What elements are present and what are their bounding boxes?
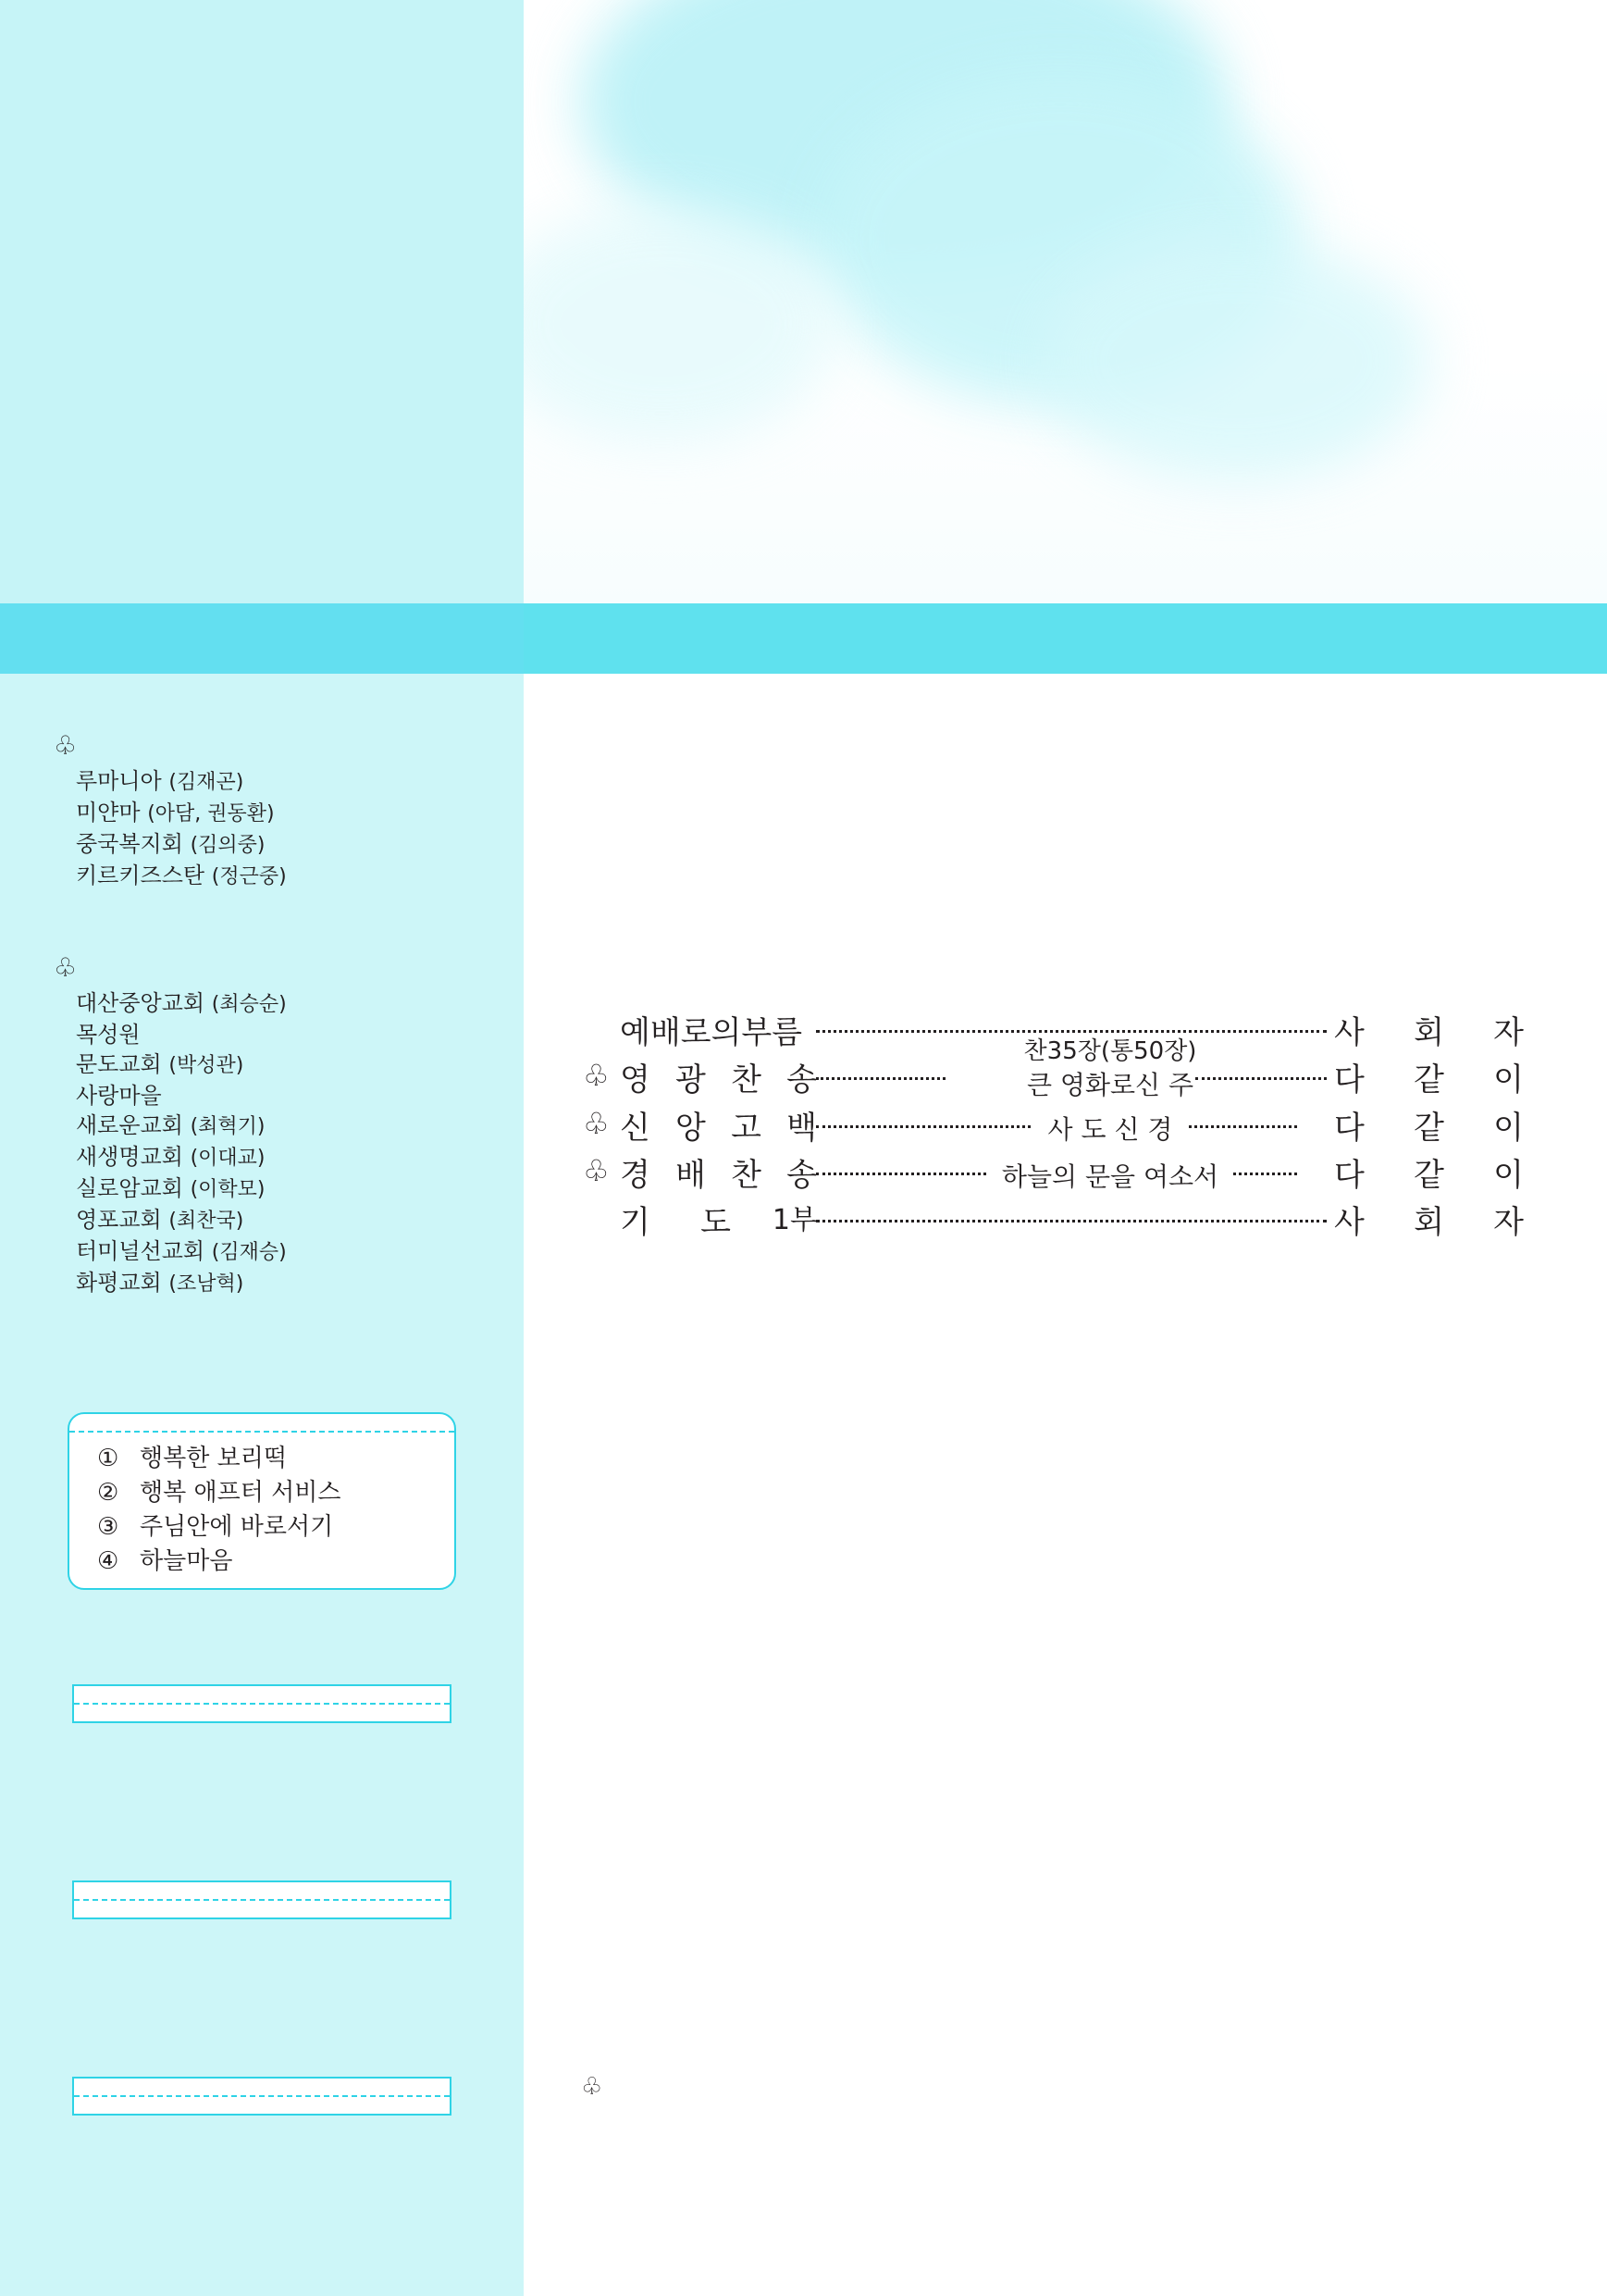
section-heading (54, 731, 507, 761)
mission-name: 터미널선교회 (76, 1238, 205, 1264)
order-label-char: 앙 (675, 1110, 706, 1147)
order-label-char: 배 (675, 1157, 706, 1194)
mission-note: (김재승) (211, 1241, 287, 1264)
order-leader-char: 같 (1414, 1157, 1444, 1194)
sermon-book-title: 행복 애프터 서비스 (140, 1479, 341, 1507)
mission-note: (김의중) (190, 834, 266, 857)
order-label-char: 영 (620, 1061, 650, 1098)
mission-name: 목성원 (76, 1022, 141, 1048)
order-leader-char: 자 (1493, 1014, 1524, 1051)
church-logo (51, 88, 495, 199)
order-leader (1334, 1149, 1524, 1195)
mission-item (76, 1020, 507, 1049)
mission-name: 사랑마을 (76, 1083, 162, 1109)
hymn-number-text: 찬35장(통50장) (1009, 1037, 1212, 1065)
mission-name: 키르키즈스탄 (76, 863, 205, 888)
order-leader-char: 이 (1493, 1110, 1524, 1147)
mission-name: 실로암교회 (76, 1175, 183, 1201)
mission-note: (김재곤) (168, 771, 244, 794)
mission-item (76, 1111, 507, 1142)
section-heading (54, 953, 507, 983)
row-prayer (574, 1197, 1527, 1241)
sermon-book-title: 하늘마음 (140, 1547, 233, 1575)
sermon-collection-box (68, 1412, 456, 1590)
order-leader-char: 이 (1493, 1157, 1524, 1194)
mission-name: 새생명교회 (76, 1144, 183, 1170)
pastor-contact (51, 261, 513, 298)
mission-name: 루마니아 (76, 768, 162, 794)
domestic-list (54, 988, 507, 1299)
mission-note: (최혁기) (190, 1115, 266, 1138)
club-icon: ♧ (54, 952, 78, 983)
mission-name: 새로운교회 (76, 1112, 183, 1138)
order-label (620, 1054, 817, 1099)
box-title (74, 1686, 450, 1705)
intercession-box (72, 1684, 451, 1723)
overseas-missions (54, 731, 507, 892)
hymn-title-text: 큰 영화로신 주 (1012, 1070, 1208, 1100)
sermon-number: ④ (97, 1547, 119, 1575)
order-label-char: 찬 (731, 1061, 761, 1098)
order-leader-char: 다 (1334, 1061, 1365, 1098)
mission-item (76, 1268, 507, 1299)
mission-note: (정근중) (211, 865, 287, 888)
order-leader-char: 사 (1334, 1014, 1365, 1051)
stand-note (581, 2073, 602, 2101)
order-leader (1334, 1197, 1524, 1242)
mission-item (76, 861, 507, 892)
order-label-char: 광 (675, 1061, 706, 1098)
sermon-book-title: 주님안에 바로서기 (140, 1513, 334, 1541)
mission-item (76, 766, 507, 798)
mission-note: (이학모) (190, 1178, 266, 1201)
sermon-book (97, 1510, 454, 1545)
order-leader-char: 다 (1334, 1110, 1365, 1147)
mission-item (76, 1205, 507, 1236)
order-leader-char: 회 (1414, 1204, 1444, 1241)
order-leader-char: 사 (1334, 1204, 1365, 1241)
order-label: 예배로의부름 (620, 1014, 803, 1051)
dot-leader (816, 1220, 1327, 1222)
order-detail-text: 사 도 신 경 (1033, 1114, 1188, 1145)
mission-item (76, 1236, 507, 1268)
mission-name: 영포교회 (76, 1207, 162, 1233)
mission-name: 화평교회 (76, 1270, 162, 1296)
order-part: 1부 (772, 1204, 817, 1236)
order-label-char: 도 (700, 1204, 731, 1241)
order-leader-char: 자 (1493, 1204, 1524, 1241)
info-bar-left (0, 603, 524, 674)
seniors-box (72, 1880, 451, 1919)
club-icon: ♧ (583, 1058, 610, 1093)
overseas-list (54, 766, 507, 892)
box-body (74, 1705, 450, 1721)
sermon-number: ① (97, 1445, 119, 1472)
header-banner (524, 0, 1607, 603)
mission-note: (이대교) (190, 1147, 266, 1170)
order-leader-char: 이 (1493, 1061, 1524, 1098)
order-leader (1334, 1102, 1524, 1148)
hymn-number (925, 1032, 1295, 1066)
order-label-char: 백 (786, 1110, 817, 1147)
mission-item (76, 1173, 507, 1205)
club-icon: ♧ (583, 1153, 610, 1188)
mission-note: (박성관) (168, 1054, 244, 1077)
club-icon: ♧ (54, 730, 78, 761)
mission-name: 대산중앙교회 (76, 990, 205, 1016)
mission-name: 미얀마 (76, 800, 141, 825)
order-label-char: 고 (731, 1110, 761, 1147)
order-detail (925, 1157, 1295, 1194)
mission-item (76, 988, 507, 1020)
unemployed-box (72, 2077, 451, 2116)
order-label-char: 송 (786, 1157, 817, 1194)
order-label-char: 기 (620, 1204, 650, 1241)
mission-name: 문도교회 (76, 1051, 162, 1077)
sermon-list (69, 1433, 454, 1588)
order-label (620, 1149, 817, 1195)
mission-item (76, 1081, 507, 1111)
mission-note: (조남혁) (168, 1272, 244, 1296)
mission-item (76, 1049, 507, 1081)
sermon-book-title: 행복한 보리떡 (140, 1445, 287, 1472)
order-detail (925, 1110, 1295, 1147)
sermon-number: ③ (97, 1513, 119, 1541)
sermon-book (97, 1476, 454, 1510)
box-title (69, 1414, 454, 1433)
order-detail-text: 하늘의 문을 여소서 (987, 1161, 1233, 1192)
info-bar (0, 603, 1607, 674)
mission-item (76, 829, 507, 861)
mission-note: (최찬국) (168, 1210, 244, 1233)
club-icon: ♧ (583, 1106, 610, 1141)
domestic-missions (54, 953, 507, 1299)
mission-name: 중국복지회 (76, 831, 183, 857)
box-body (74, 1901, 450, 1917)
mission-item (76, 798, 507, 829)
box-title (74, 2079, 450, 2097)
order-label-char: 송 (786, 1061, 817, 1098)
row-worship-song (574, 1149, 1527, 1197)
order-label-char: 찬 (731, 1157, 761, 1194)
mission-item (76, 1142, 507, 1173)
club-icon: ♧ (581, 2073, 603, 2101)
order-label (620, 1102, 817, 1148)
order-label-char: 경 (620, 1157, 650, 1194)
sermon-book (97, 1442, 454, 1476)
box-body (74, 2097, 450, 2114)
dot-leader (1195, 1077, 1327, 1080)
row-praise (574, 1037, 1527, 1102)
sermon-number: ② (97, 1479, 119, 1507)
order-leader-char: 같 (1414, 1110, 1444, 1147)
order-label-char: 신 (620, 1110, 650, 1147)
order-of-worship (574, 1007, 1527, 1241)
box-title (74, 1882, 450, 1901)
order-leader (1334, 1054, 1524, 1099)
order-leader-char: 다 (1334, 1157, 1365, 1194)
order-leader-char: 같 (1414, 1061, 1444, 1098)
hymn-title (925, 1065, 1295, 1102)
splash-shape (1042, 241, 1430, 481)
mission-note: (아담, 권동환) (147, 802, 275, 825)
mission-note: (최승순) (211, 993, 287, 1016)
order-leader (1334, 1007, 1524, 1052)
row-creed (574, 1102, 1527, 1149)
sermon-book (97, 1545, 454, 1579)
order-leader-char: 회 (1414, 1014, 1444, 1051)
